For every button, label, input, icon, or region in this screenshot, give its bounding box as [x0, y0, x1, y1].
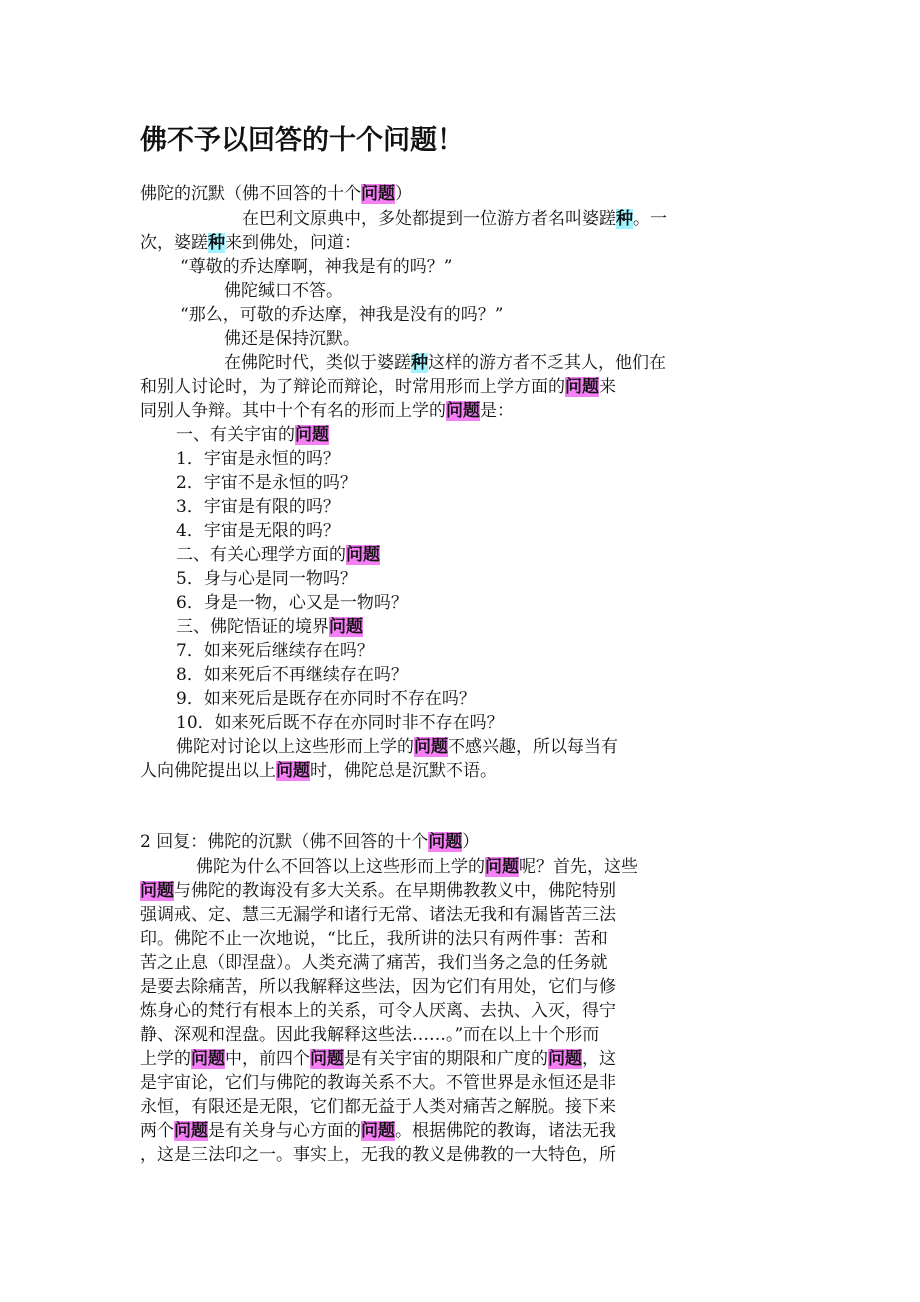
- para-line: 佛陀缄口不答。: [224, 281, 343, 301]
- highlight: 问题: [346, 545, 380, 565]
- highlight: 问题: [295, 425, 329, 445]
- group-heading: 三、佛陀悟证的境界问题: [176, 617, 363, 637]
- para-line: 佛陀对讨论以上这些形而上学的问题不感兴趣，所以每当有: [176, 737, 618, 757]
- highlight: 种: [411, 353, 428, 373]
- highlight: 问题: [361, 1121, 395, 1141]
- para-line: 和别人讨论时，为了辩论而辩论，时常用形而上学方面的问题来: [140, 377, 616, 397]
- para-line: 印。佛陀不止一次地说，“比丘，我所讲的法只有两件事：苦和: [140, 929, 608, 949]
- para-line: 两个问题是有关身与心方面的问题。根据佛陀的教诲，诸法无我: [140, 1121, 616, 1141]
- para-line: 佛陀为什么不回答以上这些形而上学的问题呢？首先，这些: [196, 857, 638, 877]
- para-line: 上学的问题中，前四个问题是有关宇宙的期限和广度的问题，这: [140, 1049, 616, 1069]
- para-line: 问题与佛陀的教诲没有多大关系。在早期佛教教义中，佛陀特别: [140, 881, 616, 901]
- highlight: 问题: [485, 857, 519, 877]
- para-line: 在佛陀时代，类似于婆蹉种这样的游方者不乏其人，他们在: [224, 353, 666, 373]
- group-heading: 一、有关宇宙的问题: [176, 425, 329, 445]
- list-item: 2．宇宙不是永恒的吗？: [176, 473, 357, 493]
- list-item: 4．宇宙是无限的吗？: [176, 521, 340, 541]
- para-line: 是要去除痛苦，所以我解释这些法，因为它们有用处，它们与修: [140, 977, 616, 997]
- highlight: 问题: [361, 184, 395, 204]
- section2-heading: 2 回复：佛陀的沉默（佛不回答的十个问题）: [140, 832, 480, 852]
- para-line: 次，婆蹉种来到佛处，问道：: [140, 233, 361, 253]
- list-item: 3．宇宙是有限的吗？: [176, 497, 340, 517]
- highlight: 种: [616, 209, 633, 229]
- list-item: 5．身与心是同一物吗？: [176, 569, 357, 589]
- highlight: 问题: [276, 761, 310, 781]
- list-item: 6．身是一物，心又是一物吗？: [176, 593, 408, 613]
- page-title: 佛不予以回答的十个问题！: [140, 125, 464, 156]
- section1-heading: 佛陀的沉默（佛不回答的十个问题）: [140, 184, 412, 204]
- para-line: 是宇宙论，它们与佛陀的教诲关系不大。不管世界是永恒还是非: [140, 1073, 616, 1093]
- highlight: 问题: [329, 617, 363, 637]
- para-line: 炼身心的梵行有根本上的关系，可令人厌离、去执、入灭，得宁: [140, 1001, 616, 1021]
- para-line: 苦之止息（即涅盘）。人类充满了痛苦，我们当务之急的任务就: [140, 953, 608, 973]
- highlight: 问题: [548, 1049, 582, 1069]
- para-line: 永恒，有限还是无限，它们都无益于人类对痛苦之解脱。接下来: [140, 1097, 616, 1117]
- list-item: 7．如来死后继续存在吗？: [176, 641, 374, 661]
- highlight: 问题: [565, 377, 599, 397]
- quote-line: “那么，可敬的乔达摩，神我是没有的吗？”: [180, 305, 504, 325]
- list-item: 1．宇宙是永恒的吗？: [176, 449, 340, 469]
- para-line: 在巴利文原典中，多处都提到一位游方者名叫婆蹉种。一: [242, 209, 667, 229]
- para-line: 同别人争辩。其中十个有名的形而上学的问题是：: [140, 401, 514, 421]
- list-item: 8．如来死后不再继续存在吗？: [176, 665, 408, 685]
- highlight: 问题: [310, 1049, 344, 1069]
- para-line: ，这是三法印之一。事实上，无我的教义是佛教的一大特色，所: [140, 1145, 616, 1165]
- list-item: 10．如来死后既不存在亦同时非不存在吗？: [176, 713, 504, 733]
- list-item: 9．如来死后是既存在亦同时不存在吗？: [176, 689, 476, 709]
- para-line: 静、深观和涅盘。因此我解释这些法……。”而在以上十个形而: [140, 1025, 600, 1045]
- para-line: 强调戒、定、慧三无漏学和诸行无常、诸法无我和有漏皆苦三法: [140, 905, 616, 925]
- para-line: 人向佛陀提出以上问题时，佛陀总是沉默不语。: [140, 761, 497, 781]
- highlight: 问题: [446, 401, 480, 421]
- highlight: 问题: [140, 881, 174, 901]
- highlight: 问题: [191, 1049, 225, 1069]
- highlight: 问题: [174, 1121, 208, 1141]
- highlight: 问题: [428, 832, 463, 852]
- group-heading: 二、有关心理学方面的问题: [176, 545, 380, 565]
- highlight: 问题: [414, 737, 448, 757]
- quote-line: “尊敬的乔达摩啊，神我是有的吗？”: [180, 257, 453, 277]
- para-line: 佛还是保持沉默。: [224, 329, 360, 349]
- highlight: 种: [208, 233, 225, 253]
